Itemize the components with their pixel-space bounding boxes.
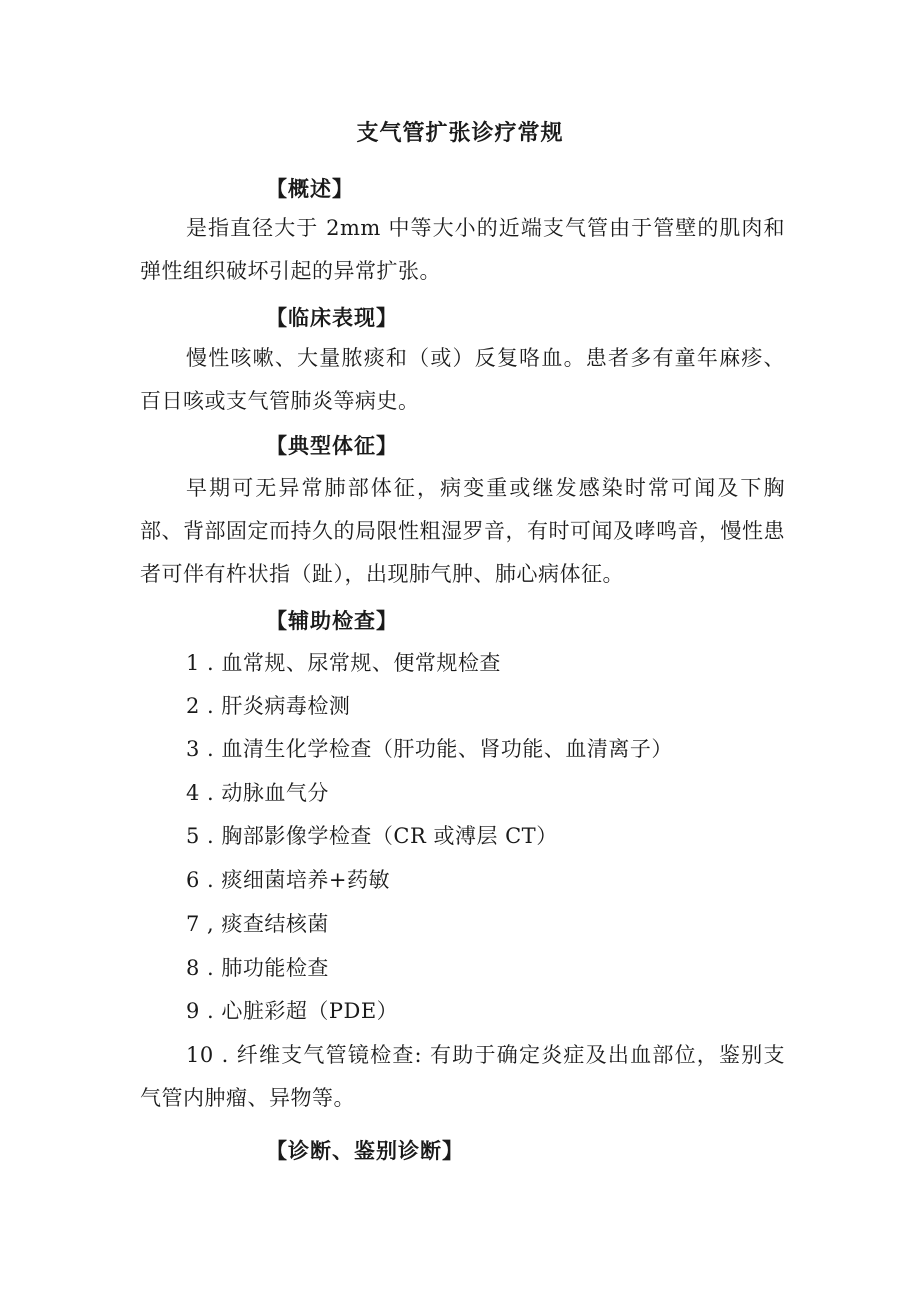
exam-item-2: 2 . 肝炎病毒检测 bbox=[186, 694, 351, 718]
exam-item-10: 10 . 纤维支气管镜检查: 有助于确定炎症及出血部位，鉴别支气管内肿瘤、异物等。 bbox=[140, 1043, 785, 1110]
exam-item-3: 3 . 血清生化学检查（肝功能、肾功能、血清离子） bbox=[186, 737, 673, 761]
exam-item-5: 5 . 胸部影像学检查（CR 或溥层 CT） bbox=[186, 824, 558, 848]
exam-item-4: 4 . 动脉血气分 bbox=[186, 781, 329, 805]
heading-diagnosis: 【诊断、鉴别诊断】 bbox=[266, 1139, 464, 1163]
exam-item-8: 8 . 肺功能检查 bbox=[186, 956, 329, 980]
document-title: 支气管扩张诊疗常规 bbox=[356, 121, 564, 146]
paragraph-overview: 是指直径大于 2mm 中等大小的近端支气管由于管壁的肌肉和弹性组织破坏引起的异常扩张。 bbox=[140, 216, 785, 283]
heading-signs: 【典型体征】 bbox=[266, 434, 398, 458]
exam-item-6: 6 . 痰细菌培养+药敏 bbox=[186, 868, 390, 892]
paragraph-clinical: 慢性咳嗽、大量脓痰和（或）反复咯血。患者多有童年麻疹、百日咳或支气管肺炎等病史。 bbox=[140, 346, 785, 413]
heading-overview: 【概述】 bbox=[266, 177, 354, 201]
exam-item-9: 9 . 心脏彩超（PDE） bbox=[186, 999, 399, 1023]
exam-item-7: 7 , 痰查结核菌 bbox=[186, 912, 329, 936]
heading-exams: 【辅助检查】 bbox=[266, 609, 398, 633]
heading-clinical: 【临床表现】 bbox=[266, 306, 398, 330]
paragraph-signs: 早期可无异常肺部体征，病变重或继发感染时常可闻及下胸部、背部固定而持久的局限性粗湿罗音，有时可闻及哮鸣音，慢性患者可伴有杵状指（趾），出现肺气肿、肺心病体征。 bbox=[140, 476, 785, 586]
exam-item-1: 1 . 血常规、尿常规、便常规检查 bbox=[186, 651, 501, 675]
